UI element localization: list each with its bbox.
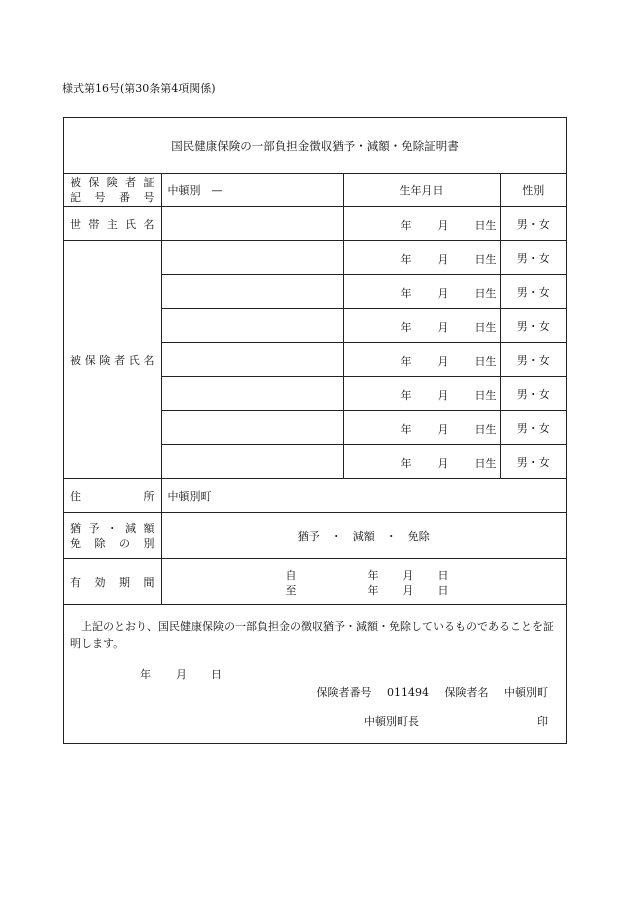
- insured-name-field[interactable]: [161, 309, 343, 343]
- card-number-field[interactable]: 中頓別 —: [161, 173, 343, 207]
- category-row: [64, 513, 566, 559]
- year-label: 年: [400, 355, 412, 368]
- issue-month-label: 月: [176, 668, 187, 681]
- card-label: [64, 173, 161, 207]
- insured-name-field[interactable]: [161, 377, 343, 411]
- day-label: 日生: [474, 389, 497, 402]
- day-label: 日生: [474, 253, 497, 266]
- insured-name-field[interactable]: [161, 411, 343, 445]
- insured-name-field[interactable]: [161, 241, 343, 275]
- insured-sex-field[interactable]: 男・女: [500, 241, 566, 275]
- year-label: 年: [400, 253, 412, 266]
- day-label: 日生: [474, 457, 497, 470]
- period-from: [162, 567, 567, 581]
- insured-row: [64, 241, 566, 275]
- period-to: [162, 582, 567, 596]
- insurer-number: 011494: [387, 686, 429, 699]
- insured-name-field[interactable]: [161, 445, 343, 479]
- category-label-line1: 猶 予 ・ 減 額: [70, 521, 155, 535]
- address-label-left: 住: [70, 489, 81, 503]
- insured-sex-field[interactable]: 男・女: [500, 309, 566, 343]
- period-label: 有 効 期 間: [70, 575, 155, 589]
- householder-name-field[interactable]: [161, 207, 343, 241]
- insurer-info: [317, 684, 549, 700]
- insured-birth-field[interactable]: [343, 275, 500, 309]
- insured-birth-field[interactable]: [343, 343, 500, 377]
- category-label-line2: 免 除 の 別: [70, 536, 155, 550]
- month-label: 月: [437, 355, 449, 368]
- insured-sex-field[interactable]: 男・女: [500, 275, 566, 309]
- insurer-name-label: 保険者名: [444, 686, 489, 699]
- insured-birth-field[interactable]: [343, 309, 500, 343]
- category-options[interactable]: 猶予 ・ 減額 ・ 免除: [161, 513, 566, 559]
- householder-sex-field[interactable]: 男・女: [500, 207, 566, 241]
- address-field[interactable]: 中頓別町: [161, 479, 566, 513]
- insured-birth-field[interactable]: [343, 445, 500, 479]
- insured-birth-field[interactable]: [343, 411, 500, 445]
- year-label: 年: [367, 569, 379, 582]
- insured-birth-field[interactable]: [343, 241, 500, 275]
- insured-sex-field[interactable]: 男・女: [500, 343, 566, 377]
- issue-day-label: 日: [211, 668, 222, 681]
- certification-text: 上記のとおり、国民健康保険の一部負担金の徴収猶予・減額・免除しているものであることを証明します。: [70, 620, 554, 650]
- birth-date-header: 生年月日: [343, 173, 500, 207]
- seal-mark: 印: [537, 715, 548, 728]
- form-title: 国民健康保険の一部負担金徴収猶予・減額・免除証明書: [64, 118, 566, 174]
- insured-label: 被 保 険 者 氏 名: [70, 353, 155, 367]
- month-label: 月: [437, 219, 449, 232]
- day-label: 日: [437, 569, 449, 582]
- insured-sex-field[interactable]: 男・女: [500, 445, 566, 479]
- form-number: 様式第16号(第30条第4項関係): [62, 82, 216, 95]
- insured-birth-field[interactable]: [343, 377, 500, 411]
- mayor-title: 中頓別町長: [364, 715, 419, 728]
- year-label: 年: [400, 287, 412, 300]
- month-label: 月: [437, 253, 449, 266]
- year-label: 年: [400, 457, 412, 470]
- householder-birth-field[interactable]: [343, 207, 500, 241]
- year-label: 年: [400, 321, 412, 334]
- day-label: 日生: [474, 355, 497, 368]
- month-label: 月: [402, 569, 414, 582]
- card-label-line2: 記 号 番 号: [70, 190, 155, 204]
- from-label: 自: [285, 569, 297, 582]
- day-label: 日: [437, 584, 449, 597]
- day-label: 日生: [474, 287, 497, 300]
- period-row: [64, 559, 566, 605]
- period-field[interactable]: [161, 559, 566, 605]
- day-label: 日生: [474, 321, 497, 334]
- day-label: 日生: [474, 219, 497, 232]
- sex-header: 性別: [500, 173, 566, 207]
- insured-name-field[interactable]: [161, 275, 343, 309]
- card-row: [64, 173, 566, 207]
- month-label: 月: [437, 423, 449, 436]
- insured-name-field[interactable]: [161, 343, 343, 377]
- month-label: 月: [437, 287, 449, 300]
- year-label: 年: [367, 584, 379, 597]
- insured-sex-field[interactable]: 男・女: [500, 377, 566, 411]
- card-label-line1: 被 保 険 者 証: [70, 175, 155, 189]
- insurer-name: 中頓別町: [504, 686, 548, 699]
- householder-row: [64, 207, 566, 241]
- month-label: 月: [437, 321, 449, 334]
- year-label: 年: [400, 423, 412, 436]
- insurer-number-label: 保険者番号: [316, 686, 372, 699]
- issue-year-label: 年: [140, 668, 151, 681]
- year-label: 年: [400, 219, 412, 232]
- day-label: 日生: [474, 423, 497, 436]
- certificate-frame: [63, 117, 567, 744]
- insured-sex-field[interactable]: 男・女: [500, 411, 566, 445]
- year-label: 年: [400, 389, 412, 402]
- address-row: [64, 479, 566, 513]
- month-label: 月: [402, 584, 414, 597]
- householder-label: 世 帯 主 氏 名: [70, 217, 155, 231]
- address-label-right: 所: [143, 489, 155, 503]
- month-label: 月: [437, 457, 449, 470]
- month-label: 月: [437, 389, 449, 402]
- address-label: [70, 488, 155, 504]
- to-label: 至: [285, 584, 297, 597]
- certificate-table: [64, 173, 566, 605]
